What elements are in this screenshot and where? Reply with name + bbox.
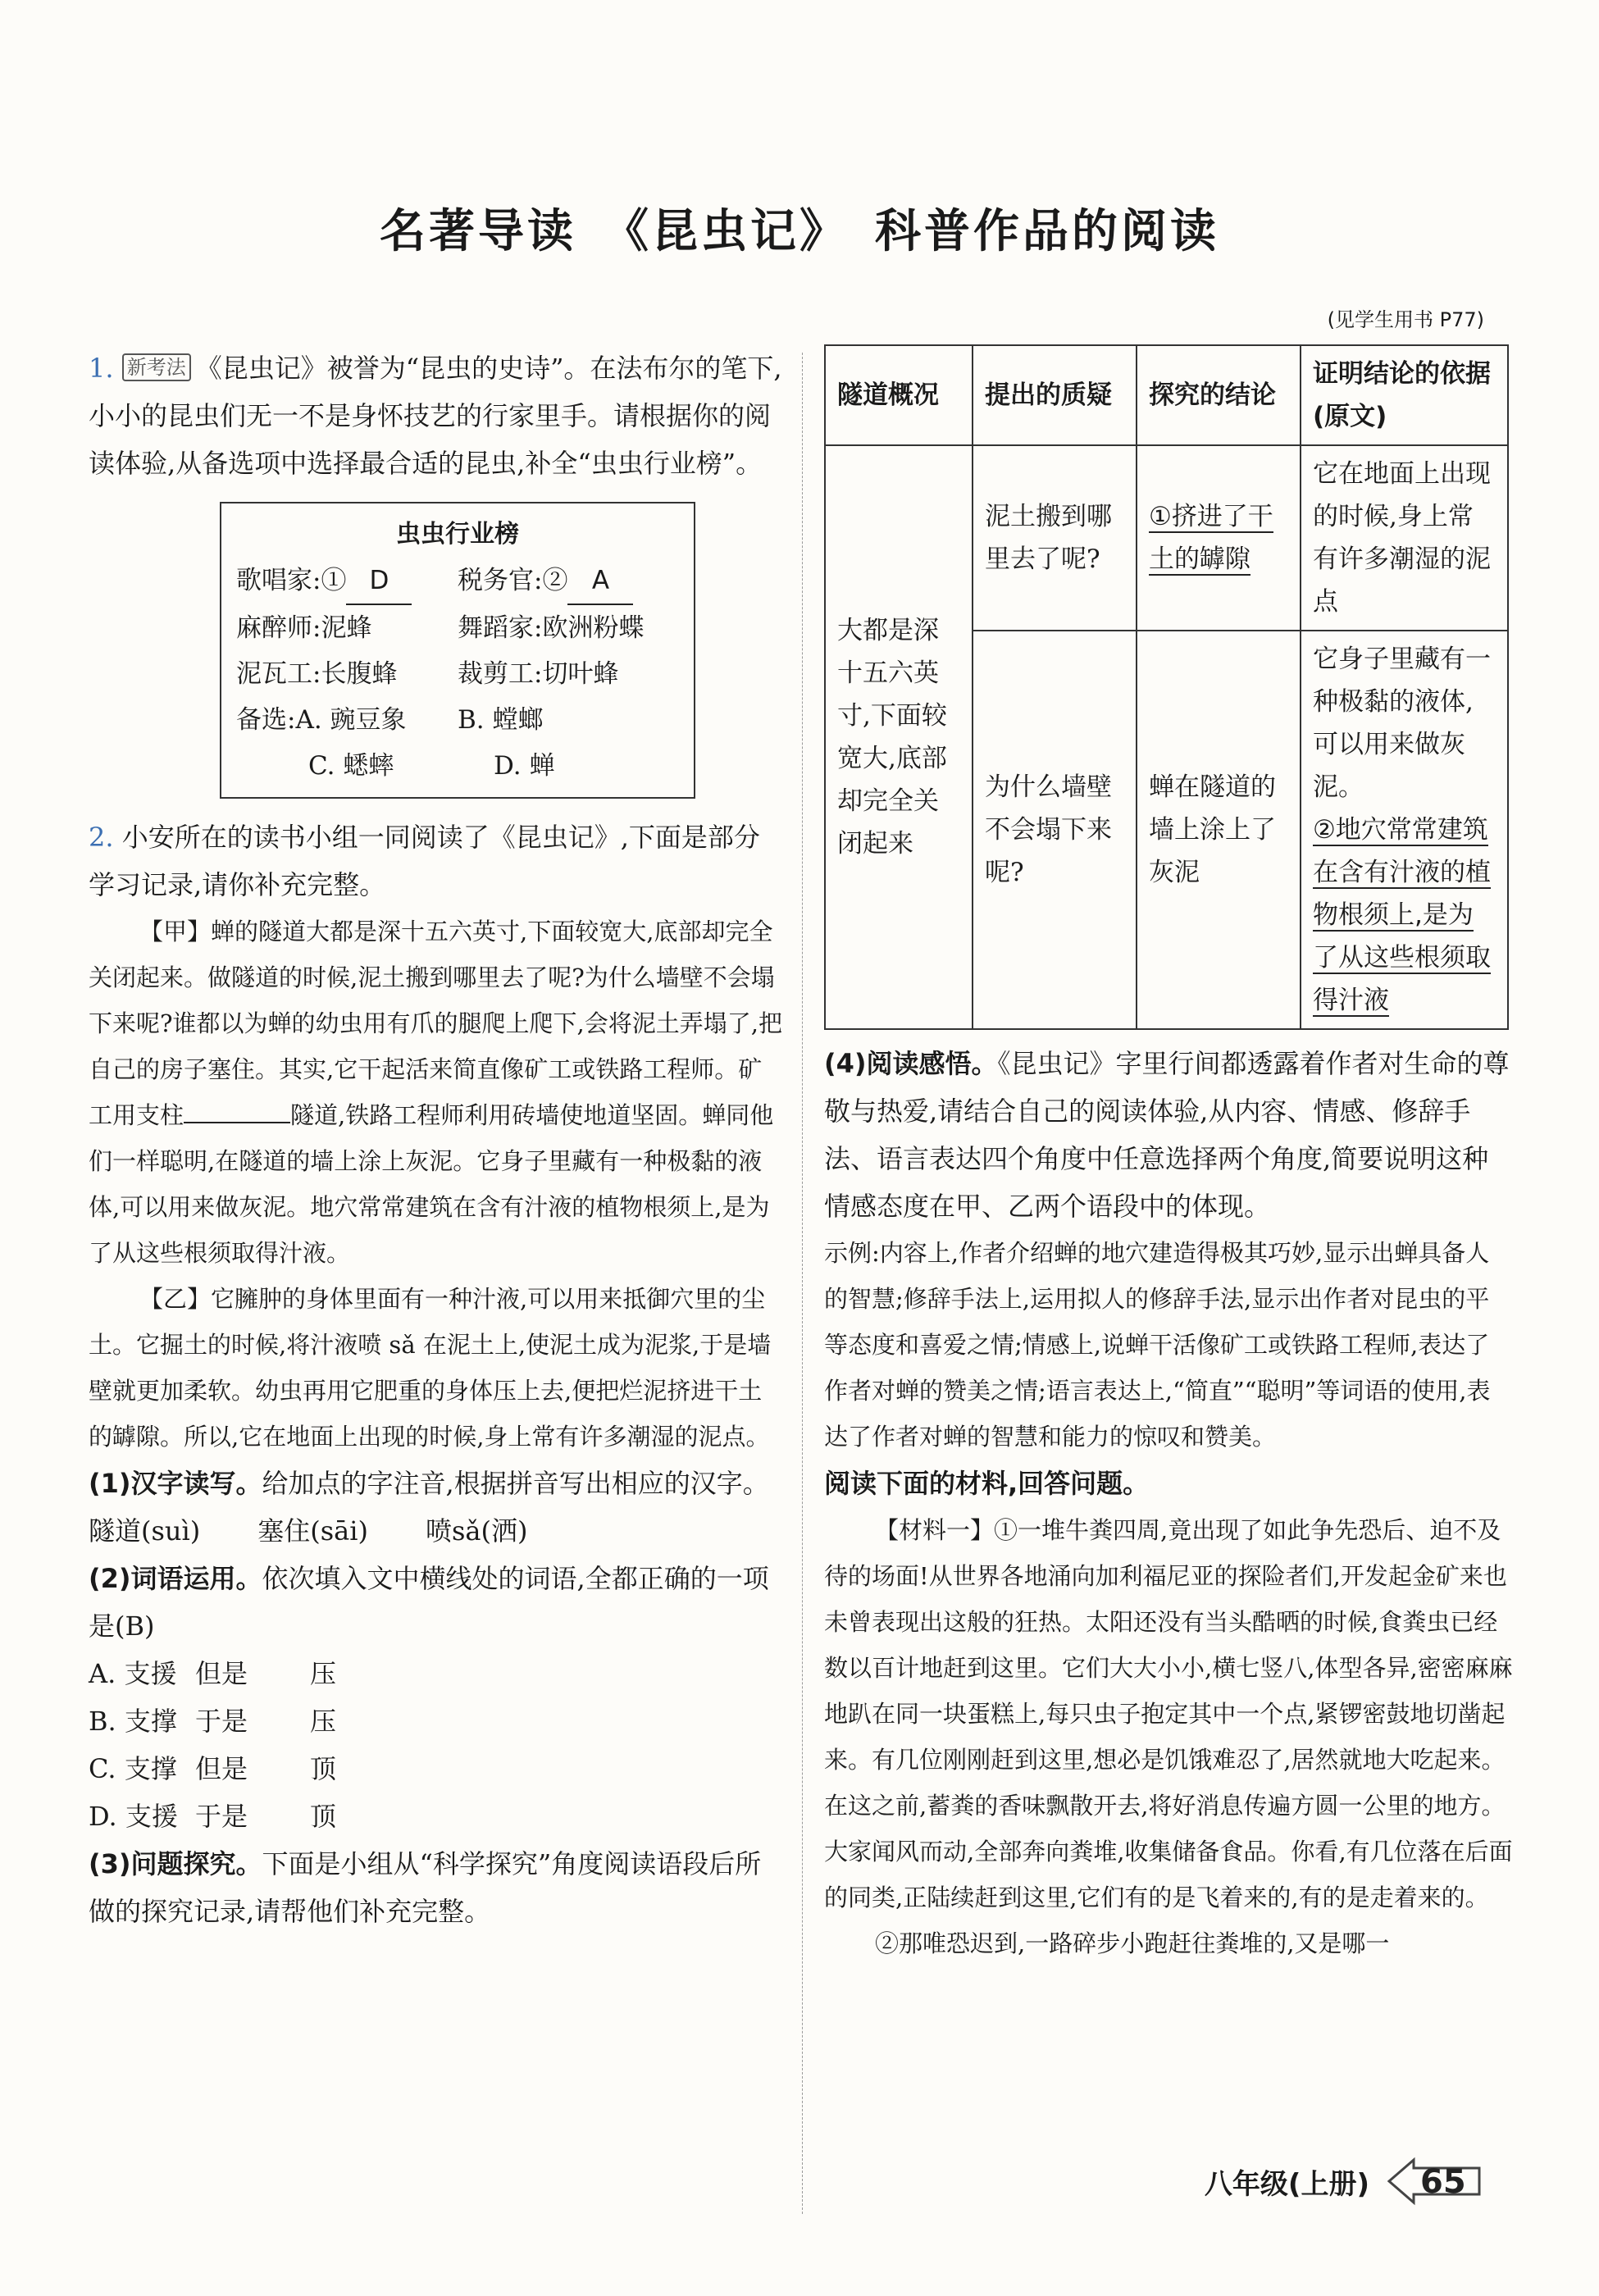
option-d: D. 蝉 (494, 751, 555, 781)
ranking-box-title: 虫虫行业榜 (396, 520, 519, 549)
fill-blank (184, 1122, 290, 1123)
sample-answer: 示例:内容上,作者介绍蝉的地穴建造得极其巧妙,显示出蝉具备人的智慧;修辞手法上,运用拟人的修辞手法,显示出作者对昆虫的平等态度和喜爱之情;情感上,说蝉干活像矿工或铁路工程师,表达了作者对蝉的赞美之情;语言表达上,“简直”“聪明”等词语的使用,表达了作者对蝉的智慧和能力的惊叹和赞美。 (824, 1239, 1491, 1451)
sub-question-2: (2)词语运用。依次填入文中横线处的词语,全都正确的一项是(B) (89, 1563, 769, 1642)
evidence-cell: 它身子里藏有一种极黏的液体,可以用来做灰泥。 ②地穴常常建筑在含有汁液的植物根须上,是为了从这些根须取得汁液 (1301, 631, 1508, 1029)
header-overview: 隧道概况 (825, 345, 973, 445)
anesthetist-row: 麻醉师:泥蜂 (236, 613, 372, 643)
table-header-row (825, 345, 1508, 445)
textbook-reference: (见学生用书 P77) (1327, 308, 1484, 331)
inquiry-table (824, 344, 1509, 1030)
question-cell: 为什么墙壁不会塌下来呢? (973, 631, 1137, 1029)
singer-row: 歌唱家:① D (236, 558, 458, 605)
conclusion-cell: ①挤进了干土的罅隙 (1137, 445, 1301, 631)
page-number-badge (1386, 2157, 1484, 2206)
question-1 (89, 344, 786, 487)
sub-question-4: (4)阅读感悟。《昆虫记》字里行间都透露着作者对生命的尊敬与热爱,请结合自己的阅读体验,从内容、情感、修辞手法、语言表达四个角度中任意选择两个角度,简要说明这种情感态度在甲、乙两个语段中的体现。 (824, 1048, 1510, 1222)
choice-b: B. 支撑 于是 压 (89, 1706, 337, 1737)
choice-c: C. 支撑 但是 顶 (89, 1753, 337, 1784)
sub-question-1: (1)汉字读写。给加点的字注音,根据拼音写出相应的汉字。 (89, 1468, 769, 1499)
left-column (89, 344, 786, 1935)
passage-yi: 【乙】它臃肿的身体里面有一种汁液,可以用来抵御穴里的尘土。它掘土的时候,将汁液喷 sǎ 在泥土上,使泥土成为泥浆,于是墙壁就更加柔软。幼虫再用它肥重的身体压上去,便把烂泥挤进干土的罅隙。所以,它在地面上出现的时候,身上常有许多潮湿的泥点。 (89, 1285, 772, 1451)
option-c: C. 蟋蟀 (308, 751, 394, 781)
material-heading: 阅读下面的材料,回答问题。 (824, 1468, 1150, 1499)
page-title: 名著导读 《昆虫记》 科普作品的阅读 (380, 205, 1219, 258)
choice-d: D. 支援 于是 顶 (89, 1801, 337, 1832)
answer-sa: 喷sǎ(洒) (425, 1515, 528, 1547)
tax-row: 税务官:② A (458, 558, 679, 605)
plasterer-row: 泥瓦工:长腹蜂 (236, 659, 398, 689)
page-number: 65 (1420, 2163, 1466, 2201)
answer-sai: 塞住(sāi) (257, 1515, 368, 1547)
dancer-row: 舞蹈家:欧洲粉蝶 (458, 613, 645, 643)
evidence-cell: 它在地面上出现的时候,身上常有许多潮湿的泥点 (1301, 445, 1508, 631)
material-2: ②那唯恐迟到,一路碎步小跑赶往粪堆的,又是哪一 (875, 1929, 1390, 1957)
right-column (824, 344, 1513, 1966)
header-question: 提出的质疑 (973, 345, 1137, 445)
sub-question-3: (3)问题探究。下面是小组从“科学探究”角度阅读语段后所做的探究记录,请帮他们补充完整。 (89, 1848, 762, 1927)
overview-cell: 大都是深十五六英寸,下面较宽大,底部却完全关闭起来 (825, 445, 973, 1029)
tax-answer: A (567, 558, 633, 605)
pinyin-answers (89, 1507, 786, 1555)
passage-jia: 【甲】蝉的隧道大都是深十五六英寸,下面较宽大,底部却完全关闭起来。做隧道的时候,泥土搬到哪里去了呢?为什么墙壁不会塌下来呢?谁都以为蝉的幼虫用有爪的腿爬上爬下,会将泥土弄塌了,把自己的房子塞住。其实,它干起活来简直像矿工或铁路工程师。矿工用支柱 隧道,铁路工程师利用砖墙使地道坚固。蝉同他们一样聪明,在隧道的墙上涂上灰泥。它身子里藏有一种极黏的液体,可以用来做灰泥。地穴常常建筑在含有汁液的植物根须上,是为了从这些根须取得汁液。 (89, 918, 782, 1267)
new-exam-tag: 新考法 (122, 353, 191, 381)
option-b: B. 螳螂 (458, 705, 544, 735)
header-conclusion: 探究的结论 (1137, 345, 1301, 445)
conclusion-cell: 蝉在隧道的墙上涂上了灰泥 (1137, 631, 1301, 1029)
question-1-text: 《昆虫记》被誉为“昆虫的史诗”。在法布尔的笔下,小小的昆虫们无一不是身怀技艺的行家里手。请根据你的阅读体验,从备选项中选择最合适的昆虫,补全“虫虫行业榜”。 (89, 353, 782, 479)
ranking-box (220, 502, 695, 799)
grade-label: 八年级(上册) (1204, 2167, 1369, 2201)
material-1: 【材料一】①一堆牛粪四周,竟出现了如此争先恐后、迫不及待的场面!从世界各地涌向加利福尼亚的探险者们,开发起金矿来也未曾表现出这般的狂热。太阳还没有当头酷晒的时候,食粪虫已经数以百计地赶到这里。它们大大小小,横七竖八,体型各异,密密麻麻地趴在同一块蛋糕上,每只虫子抱定其中一个点,紧锣密鼓地切凿起来。有几位刚刚赶到这里,想必是饥饿难忍了,居然就地大吃起来。在这之前,蓄粪的香味飘散开去,将好消息传遍方圆一公里的地方。大家闻风而动,全部奔向粪堆,收集储备食品。你看,有几位落在后面的同类,正陆续赶到这里,它们有的是飞着来的,有的是走着来的。 (824, 1516, 1513, 1911)
question-cell: 泥土搬到哪里去了呢? (973, 445, 1137, 631)
option-a: 备选:A. 豌豆象 (236, 705, 407, 735)
singer-answer: D (346, 558, 412, 605)
question-number: 1. (89, 353, 114, 384)
question-2-intro: 2. 小安所在的读书小组一同阅读了《昆虫记》,下面是部分学习记录,请你补充完整。 (89, 822, 760, 900)
question-number: 2. (89, 822, 114, 853)
answer-sui: 隧道(suì) (89, 1515, 201, 1547)
page-footer (1205, 2157, 1484, 2206)
table-row (825, 445, 1508, 631)
column-divider (802, 353, 803, 2214)
choice-a: A. 支援 但是 压 (89, 1658, 337, 1689)
tailor-row: 裁剪工:切叶蜂 (458, 659, 619, 689)
header-evidence: 证明结论的依据(原文) (1301, 345, 1508, 445)
